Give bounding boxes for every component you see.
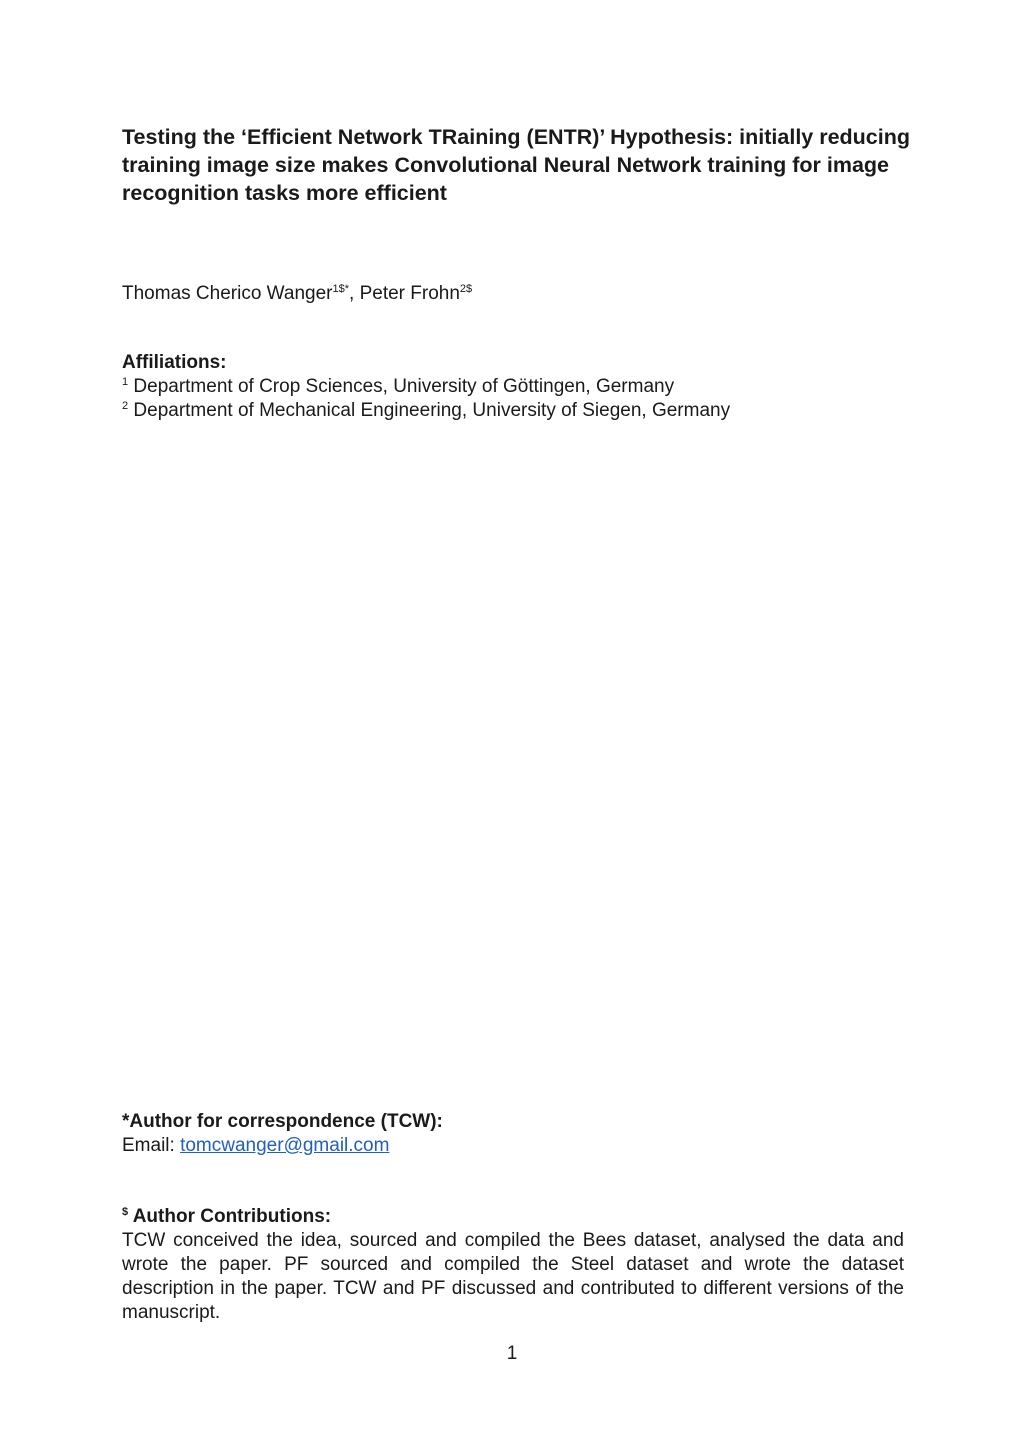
contributions-heading-text: Author Contributions: xyxy=(132,1206,332,1227)
contributions-marker: $ xyxy=(122,1206,129,1218)
email-link[interactable]: tomcwanger@gmail.com xyxy=(180,1135,390,1156)
contributions-heading xyxy=(122,1205,331,1229)
correspondence-heading: *Author for correspondence (TCW): xyxy=(122,1111,443,1132)
affiliation-text: Department of Crop Sciences, University of Göttingen, Germany xyxy=(133,376,675,397)
author-affiliation-marker: 1$* xyxy=(332,283,350,295)
affiliation-text: Department of Mechanical Engineering, University of Siegen, Germany xyxy=(133,400,731,421)
affiliation-number: 2 xyxy=(122,400,129,412)
affiliation-item xyxy=(122,375,730,399)
author-name: Thomas Cherico Wanger xyxy=(122,283,333,304)
affiliation-item xyxy=(122,399,730,423)
affiliations-heading: Affiliations: xyxy=(122,352,227,373)
author-line xyxy=(122,282,472,306)
author-separator: , xyxy=(349,283,360,304)
author-affiliation-marker: 2$ xyxy=(459,283,473,295)
affiliation-number: 1 xyxy=(122,376,129,388)
contributions-text: TCW conceived the idea, sourced and compiled the Bees dataset, analysed the data and wrote the paper. PF sourced and compiled the Steel dataset and wrote the dataset description in the paper. TCW and PF discussed and contributed to different versions of the manuscript. xyxy=(122,1230,904,1323)
email-label: Email: xyxy=(122,1135,181,1156)
page-number: 1 xyxy=(506,1343,518,1364)
author-name: Peter Frohn xyxy=(359,283,460,304)
affiliations-list xyxy=(122,375,730,423)
correspondence-email-line xyxy=(122,1134,389,1158)
paper-title: Testing the ‘Efficient Network TRaining (ENTR)’ Hypothesis: initially reducing training image size makes Convolutional Neural Network training for image recognition tasks more efficient xyxy=(122,125,911,205)
